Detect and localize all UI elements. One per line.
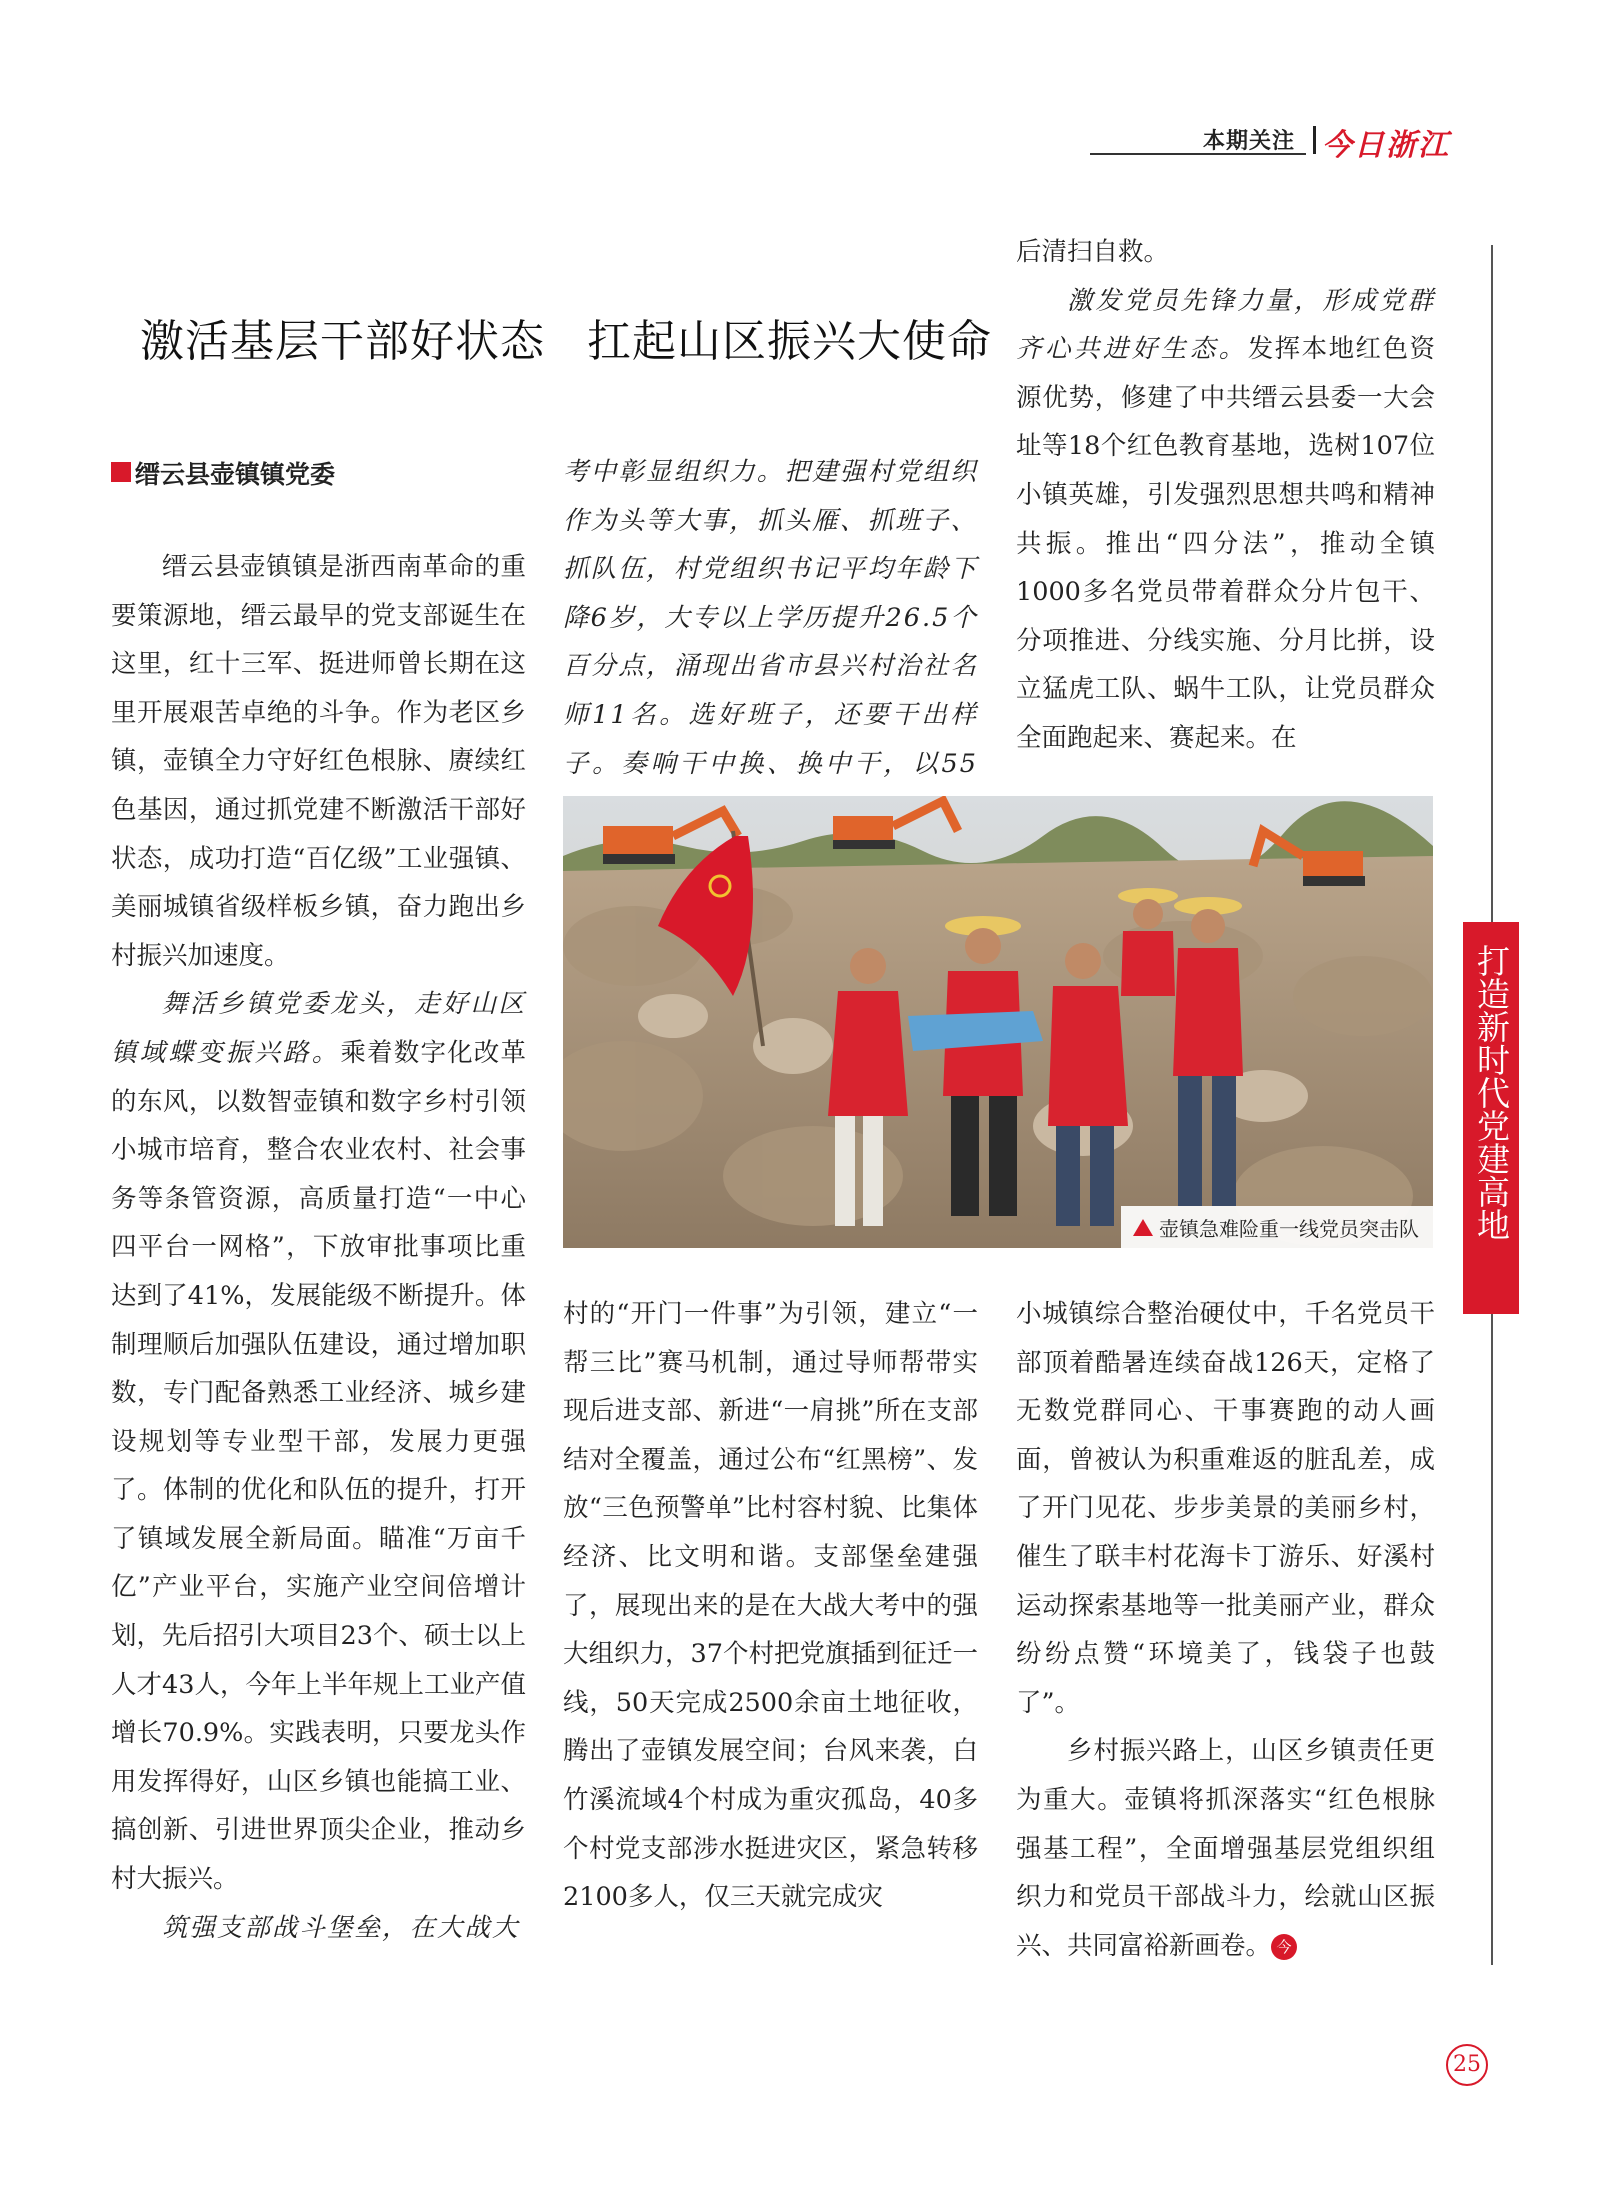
header-divider xyxy=(1313,126,1316,154)
photo-caption-text: 壶镇急难险重一线党员突击队 xyxy=(1159,1216,1419,1241)
paragraph-lead: 激发党员先锋力量，形成党群齐心共进好生态。 xyxy=(1016,285,1435,365)
paragraph-body: 乘着数字化改革的东风，以数智壶镇和数字乡村引领小城市培育，整合农业农村、社会事务等条管资源，高质量打造“一中心四平台一网格”，下放审批事项比重达到了41%，发展能级不断提升。体制理顺后加强队伍建设，通过增加职数，专门配备熟悉工业经济、城乡建设规划等专业型干部，发展力更强了。体制的优化和队伍的提升，打开了镇域发展全新局面。瞄准“万亩千亿”产业平台，实施产业空间倍增计划，先后招引大项目23个、硕士以上人才43人，今年上半年规上工业产值增长70.9%。实践表明，只要龙头作用发挥得好，山区乡镇也能搞工业、搞创新、引进世界顶尖企业，推动乡村大振兴。 xyxy=(111,1037,526,1895)
column-1 xyxy=(111,543,526,1952)
side-tab-label: 打造新时代党建高地 xyxy=(1472,944,1511,1241)
byline-marker xyxy=(111,462,131,482)
paragraph-conclusion xyxy=(1016,1727,1435,1970)
article-title xyxy=(140,305,992,369)
side-section-tab xyxy=(1463,922,1519,1314)
paragraph-dragon-head xyxy=(111,980,526,1903)
page-number: 25 xyxy=(1446,2044,1488,2086)
paragraph-intro: 缙云县壶镇镇是浙西南革命的重要策源地，缙云最早的党支部诞生在这里，红十三军、挺进师曾长期在这里开展艰苦卓绝的斗争。作为老区乡镇，壶镇全力守好红色根脉、赓续红色基因，通过抓党建不断激活干部好状态，成功打造“百亿级”工业强镇、美丽城镇省级样板乡镇，奋力跑出乡村振兴加速度。 xyxy=(111,552,526,971)
paragraph-lead: 舞活乡镇党委龙头，走好山区镇域蝶变振兴路。 xyxy=(111,989,526,1068)
end-mark-icon: 今 xyxy=(1271,1934,1297,1960)
paragraph-fortress-continued xyxy=(563,448,978,837)
column-2-bottom xyxy=(563,1290,978,1922)
paragraph-vanguard xyxy=(1016,277,1435,763)
column-3-top xyxy=(1016,228,1435,763)
column-3-bottom xyxy=(1016,1290,1435,1970)
column-2-top xyxy=(563,448,978,837)
paragraph-lead: 筑强支部战斗堡垒，在大战大 xyxy=(162,1912,520,1943)
section-label: 本期关注 xyxy=(1203,129,1296,154)
conclusion-text: 乡村振兴路上，山区乡镇责任更为重大。壶镇将抓深落实“红色根脉强基工程”，全面增强基层党组织组织力和党员干部战斗力，绘就山区振兴、共同富裕新画卷。 xyxy=(1016,1736,1435,1961)
title-part-1: 激活基层干部好状态 xyxy=(140,316,545,367)
caption-triangle-icon xyxy=(1133,1219,1153,1236)
paragraph-lead-continued: 考中彰显组织力。把建强村党组织作为头等大事，抓头雁、抓班子、抓队伍，村党组织书记平均年龄下降6岁，大专以上学历提升26.5个百分点，涌现出省市县兴村治社名师11名。选好班子，还要干出样子。奏响干中换、换中干，以55 xyxy=(563,457,978,779)
paragraph-body: 发挥本地红色资源优势，修建了中共缙云县委一大会址等18个红色教育基地，选树107位小镇英雄，引发强烈思想共鸣和精神共振。推出“四分法”，推动全镇1000多名党员带着群众分片包干、分项推进、分线实施、分月比拼，设立猛虎工队、蜗牛工队，让党员群众全面跑起来、赛起来。在 xyxy=(1016,334,1435,753)
article-photo xyxy=(563,796,1433,1248)
paragraph-fortress-body: 村的“开门一件事”为引领，建立“一帮三比”赛马机制，通过导师帮带实现后进支部、新进“一肩挑”所在支部结对全覆盖，通过公布“红黑榜”、发放“三色预警单”比村容村貌、比集体经济、比文明和谐。支部堡垒建强了，展现出来的是在大战大考中的强大组织力，37个村把党旗插到征迁一线，50天完成2500余亩土地征收，腾出了壶镇发展空间；台风来袭，白竹溪流域4个村成为重灾孤岛，40多个村党支部涉水挺进灾区，紧急转移2100多人，仅三天就完成灾 xyxy=(563,1299,978,1913)
magazine-logo: 今日浙江 xyxy=(1322,128,1450,163)
paragraph-continued: 后清扫自救。 xyxy=(1016,237,1170,267)
paragraph-fortress-start xyxy=(111,1904,526,1953)
article-byline: 缙云县壶镇镇党委 xyxy=(135,460,336,489)
construction-site-photo xyxy=(563,796,1433,1248)
title-part-2: 扛起山区振兴大使命 xyxy=(587,316,992,367)
paragraph-town-renovation: 小城镇综合整治硬仗中，千名党员干部顶着酷暑连续奋战126天，定格了无数党群同心、干事赛跑的动人画面，曾被认为积重难返的脏乱差，成了开门见花、步步美景的美丽乡村，催生了联丰村花海卡丁游乐、好溪村运动探索基地等一批美丽产业，群众纷纷点赞“环境美了，钱袋子也鼓了”。 xyxy=(1016,1299,1435,1718)
photo-caption xyxy=(1121,1206,1433,1248)
